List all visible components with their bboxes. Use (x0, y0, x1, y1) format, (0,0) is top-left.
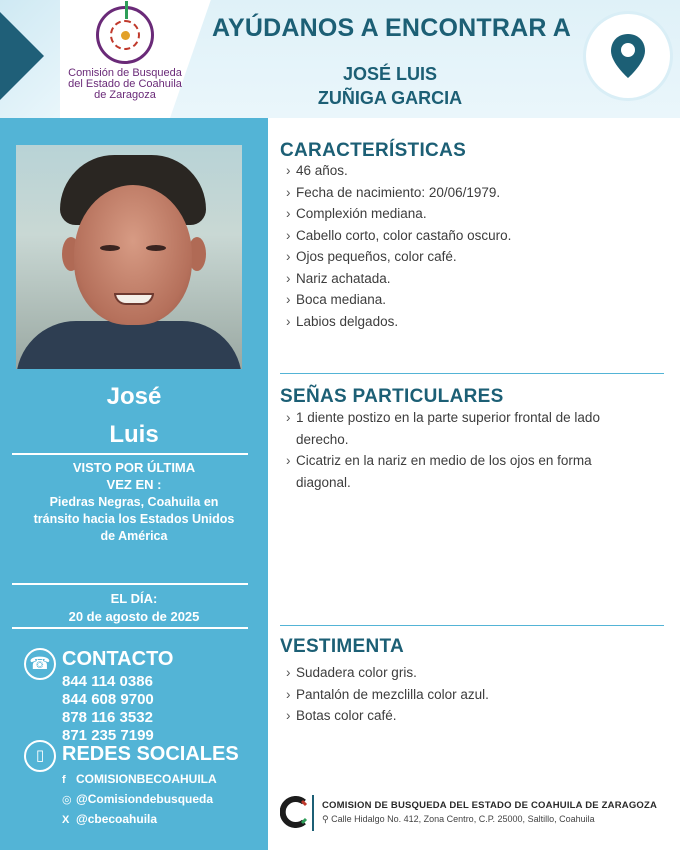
missing-person-photo (16, 145, 242, 369)
contact-phones (62, 673, 154, 745)
divider (12, 583, 248, 585)
list-item: › Sudadera color gris. (286, 662, 489, 684)
phone-number[interactable]: 878 116 3532 (62, 709, 153, 726)
missing-person-full-name: JOSÉ LUIS ZUÑIGA GARCIA (317, 64, 463, 108)
vestimenta-list (286, 662, 489, 727)
section-title-vestimenta: VESTIMENTA (280, 636, 405, 657)
list-item: › Nariz achatada. (286, 268, 511, 290)
footer-org-name: COMISION DE BUSQUEDA DEL ESTADO DE COAHUILA DE ZARAGOZA (322, 800, 658, 811)
list-item: › Ojos pequeños, color café. (286, 246, 511, 268)
header (0, 0, 680, 118)
section-divider (280, 625, 664, 626)
first-name: José Luis (106, 383, 162, 448)
social-facebook[interactable]: f COMISIONBECOAHUILA (62, 770, 217, 790)
list-item: › 46 años. (286, 160, 511, 182)
org-seal-icon (96, 6, 154, 64)
social-instagram[interactable]: ◎ @Comisiondebusqueda (62, 790, 217, 810)
list-item: › Cabello corto, color castaño oscuro. (286, 225, 511, 247)
x-icon: X (62, 814, 70, 826)
social-x[interactable]: X @cbecoahuila (62, 810, 217, 830)
last-seen-day: 20 de agosto de 2025 (68, 609, 200, 624)
header-left-triangle (0, 12, 44, 100)
list-item: › Fecha de nacimiento: 20/06/1979. (286, 182, 511, 204)
section-title-senas: SEÑAS PARTICULARES (280, 386, 504, 407)
phone-number[interactable]: 844 114 0386 (62, 673, 153, 690)
caracteristicas-list (286, 160, 511, 332)
footer-divider (312, 795, 314, 831)
list-item: › Complexión mediana. (286, 203, 511, 225)
facebook-icon: f (62, 774, 66, 786)
senas-list (286, 407, 636, 493)
last-seen-title: VISTO POR ÚLTIMA VEZ EN : (72, 460, 196, 492)
list-item: › Cicatriz en la nariz en medio de los ojos en forma diagonal. (286, 450, 636, 493)
list-item: › Boca mediana. (286, 289, 511, 311)
phone-number[interactable]: 844 608 9700 (62, 691, 154, 708)
list-item: › Labios delgados. (286, 311, 511, 333)
footer-address: ⚲ Calle Hidalgo No. 412, Zona Centro, C.P. 25000, Saltillo, Coahuila (322, 814, 595, 824)
instagram-icon: ◎ (62, 794, 72, 806)
last-seen-day-label: EL DÍA: (110, 591, 158, 606)
contact-title: CONTACTO (62, 648, 174, 670)
divider (12, 627, 248, 629)
divider (12, 453, 248, 455)
footer-logo-icon (280, 796, 308, 828)
list-item: › 1 diente postizo en la parte superior frontal de lado derecho. (286, 407, 636, 450)
list-item: › Pantalón de mezclilla color azul. (286, 684, 489, 706)
last-seen-place: Piedras Negras, Coahuila en tránsito hacia los Estados Unidos de América (33, 495, 235, 543)
section-title-caracteristicas: CARACTERÍSTICAS (280, 140, 467, 161)
list-item: › Botas color café. (286, 705, 489, 727)
org-logo (50, 6, 200, 106)
social-list (62, 770, 217, 830)
social-title: REDES SOCIALES (62, 743, 239, 765)
section-divider (280, 373, 664, 374)
org-logo-text: Comisión de Busqueda del Estado de Coahuila de Zaragoza (68, 67, 182, 101)
mobile-phone-icon: ▯ (24, 740, 56, 772)
map-pin-icon (586, 14, 670, 98)
page-title: AYÚDANOS A ENCONTRAR A (212, 14, 572, 42)
phone-icon: ☎ (24, 648, 56, 680)
location-icon: ⚲ (322, 814, 329, 824)
phone-number[interactable]: 871 235 7199 (62, 727, 154, 744)
